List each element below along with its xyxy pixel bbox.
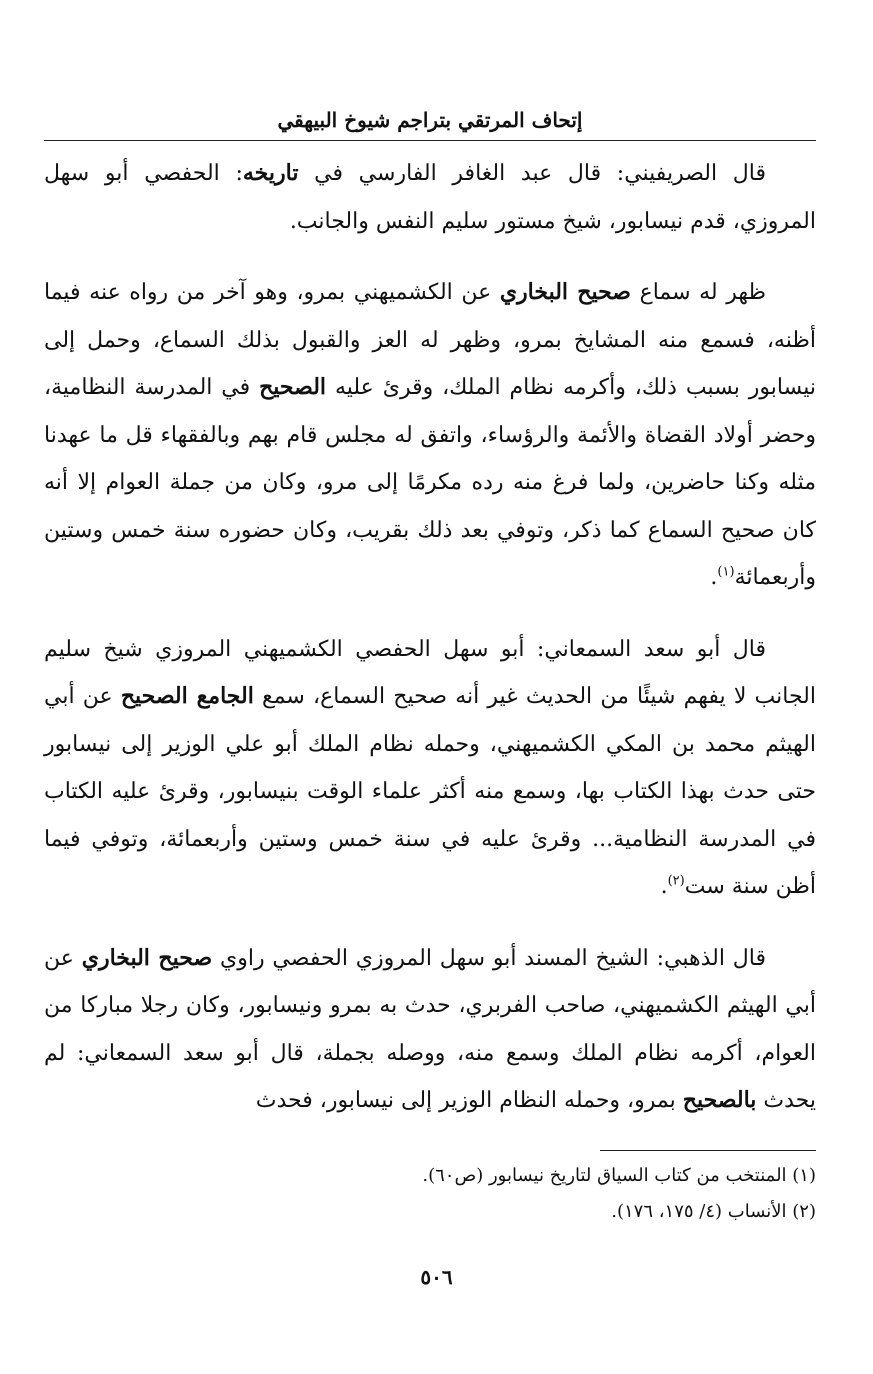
text-run: : الحفصي أبو سهل المروزي، قدم نيسابور، شيخ مستور سليم النفس والجانب. bbox=[44, 161, 816, 234]
bold-title: صحيح البخاري bbox=[81, 944, 213, 971]
text-run: . bbox=[660, 874, 668, 899]
footnote-marker: (٢) bbox=[667, 873, 685, 889]
text-run: في المدرسة النظامية، وحضر أولاد القضاة والأئمة والرؤساء، واتفق له مجلس قام بهم وبالفقهاء قل ما عهدنا مثله وكنا حاضرين، ولما فرغ منه رده مكرمًا إلى مرو، وكان من جملة العوام إلا أنه كان صحيح السماع كما ذكر، وتوفي بعد ذلك بقريب، وكان حضوره سنة خمس وستين وأربعمائة bbox=[44, 375, 816, 590]
text-run: عن أبي الهيثم الكشميهني، صاحب الفربري، حدث به بمرو ونيسابور، وكان رجلا مباركا من العوام، أكرمه نظام الملك وسمع منه، ووصله بجملة، قال أبو سعد السمعاني: لم يحدث bbox=[44, 945, 816, 1113]
bold-title: صحيح البخاري bbox=[499, 279, 631, 305]
bold-title: الجامع الصحيح bbox=[120, 683, 254, 709]
running-head: إتحاف المرتقي بتراجم شيوخ البيهقي bbox=[277, 108, 583, 132]
paragraph-2 bbox=[44, 269, 816, 602]
bold-title: تاريخه bbox=[242, 160, 299, 186]
text-run: عن الكشميهني بمرو، وهو آخر من رواه عنه فيما أظنه، فسمع منه المشايخ بمرو، وظهر له العز والقبول بذلك السماع، وحمل إلى نيسابور بسبب ذلك، وأكرمه نظام الملك، وقرئ عليه bbox=[44, 280, 816, 400]
footnote-2: (٢) الأنساب (٤/ ١٧٥، ١٧٦). bbox=[611, 1201, 816, 1222]
text-run: بمرو، وحمله النظام الوزير إلى نيسابور، فحدث bbox=[255, 1088, 683, 1113]
footnote-1: (١) المنتخب من كتاب السياق لتاريخ نيسابور (ص٦٠). bbox=[422, 1165, 816, 1186]
text-run: قال أبو سعد السمعاني: أبو سهل الحفصي الكشميهني المروزي شيخ سليم الجانب لا يفهم شيئًا من الحديث غير أنه صحيح السماع، سمع bbox=[44, 636, 816, 709]
paragraph-3 bbox=[44, 626, 816, 911]
bold-title: الصحيح bbox=[259, 374, 327, 400]
text-run: قال الصريفيني: قال عبد الغافر الفارسي في bbox=[298, 161, 766, 186]
paragraph-1 bbox=[44, 150, 816, 245]
text-run: . bbox=[710, 565, 718, 590]
footnote-marker: (١) bbox=[717, 564, 735, 580]
page-number: ٥٠٦ bbox=[420, 1265, 453, 1289]
paragraph-4 bbox=[44, 935, 816, 1125]
main-text bbox=[44, 150, 816, 1125]
footnote-rule bbox=[600, 1150, 816, 1151]
bold-title: بالصحيح bbox=[682, 1087, 757, 1113]
text-run: عن أبي الهيثم محمد بن المكي الكشميهني، وحمله نظام الملك أبو علي الوزير إلى نيسابور حتى حدث بهذا الكتاب بها، وسمع منه أكثر علماء الوقت بنيسابور، وقرئ عليه الكتاب في المدرسة النظامية... وقرئ عليه في سنة خمس وستين وأربعمائة، وتوفي فيما أظن سنة ست bbox=[44, 684, 816, 899]
text-run: قال الذهبي: الشيخ المسند أبو سهل المروزي الحفصي راوي bbox=[212, 945, 766, 971]
header-rule bbox=[44, 140, 816, 141]
footnotes bbox=[44, 1158, 816, 1230]
text-run: ظهر له سماع bbox=[631, 280, 766, 305]
